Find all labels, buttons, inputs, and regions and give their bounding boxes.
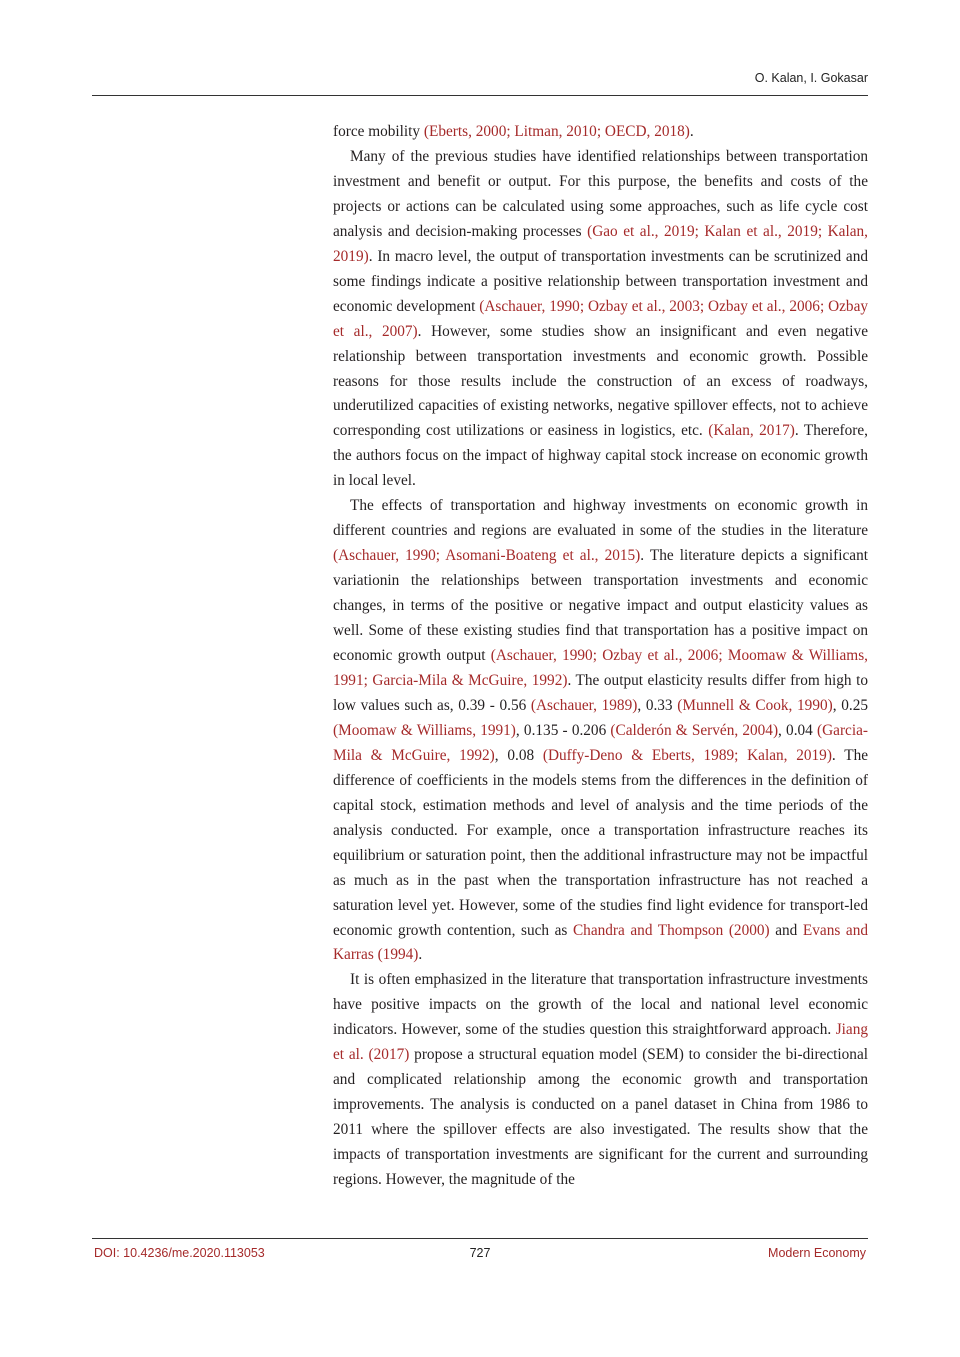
paragraph-text: and — [769, 921, 803, 939]
paragraph-text: . However, some studies show an insignificant and even negative relationship between transportation investments and economic growth. Possible reasons for those results include the construction of an excess of roadways, underutilized capacities of existing networks, negative spillover effects, not to achieve corresponding cost utilizations or easiness in logistics, etc. — [333, 322, 868, 440]
citation-link[interactable]: (Calderón & Servén, 2004) — [610, 721, 779, 739]
citation-link[interactable]: (Kalan, 2017) — [708, 422, 795, 440]
paragraph-text: Many of the previous studies have identified relationships between transportation investment and benefit or output. For this purpose, the benefits and costs of the projects or actions can be calculated using some approaches, such as life cycle cost analysis and decision-making processes — [333, 147, 868, 240]
paragraph-text: , 0.04 — [778, 721, 818, 739]
article-body — [333, 120, 868, 1193]
footer-divider — [92, 1238, 868, 1239]
citation-link[interactable]: (Aschauer, 1990; Ozbay et al., 2003; Ozbay et al., 2006; Ozbay et al., 2007) — [333, 297, 869, 340]
body-paragraph — [333, 494, 868, 968]
body-paragraph — [333, 145, 868, 494]
citation-link[interactable]: (Moomaw & Williams, 1991) — [333, 721, 516, 739]
footer-journal-name: Modern Economy — [768, 1246, 866, 1260]
citation-link[interactable]: (Aschauer, 1989) — [530, 696, 638, 714]
citation-link[interactable]: (Munnell & Cook, 1990) — [677, 696, 833, 714]
citation-link[interactable]: (Aschauer, 1990; Asomani-Boateng et al., 2015) — [333, 547, 641, 565]
citation-link[interactable]: Jiang et al. (2017) — [333, 1021, 868, 1064]
paragraph-text: propose a structural equation model (SEM) to consider the bi-directional and complicated relationship among the economic growth and transportation improvements. The analysis is conducted on a panel dataset in China from 1986 to 2011 where the spillover effects are also investigated. The results show that the impacts of transportation investments are significant for the current and surrounding regions. However, the magnitude of the — [333, 1046, 868, 1189]
citation-link[interactable]: (Duffy-Deno & Eberts, 1989; Kalan, 2019) — [542, 746, 832, 764]
paragraph-text: , 0.08 — [494, 746, 543, 764]
paragraph-text: It is often emphasized in the literature that transportation infrastructure investments have positive impacts on the growth of the local and national level economic indicators. However, some of the studies question this straightforward approach. — [333, 971, 868, 1039]
paragraph-text: force mobility — [333, 123, 424, 140]
paragraph-text: , 0.135 - 0.206 — [515, 721, 611, 739]
paragraph-text: . Therefore, the authors focus on the impact of highway capital stock increase on economic growth in local level. — [333, 422, 868, 490]
running-header-authors: O. Kalan, I. Gokasar — [754, 71, 868, 85]
paragraph-text: . The literature depicts a significant variationin the relationships between transportation investments and economic changes, in terms of the positive or negative impact and output elasticity values as well. Some of these existing studies find that transportation has a positive impact on economic growth output — [333, 547, 868, 665]
citation-link[interactable]: Chandra and Thompson (2000) — [572, 921, 770, 939]
citation-link[interactable]: (Eberts, 2000; Litman, 2010; OECD, 2018) — [423, 123, 690, 140]
header-divider — [92, 95, 868, 96]
paragraph-text: . In macro level, the output of transportation investments can be scrutinized and some findings indicate a positive relationship between transportation investment and economic development — [333, 247, 868, 315]
paragraph-text: The effects of transportation and highway investments on economic growth in different countries and regions are evaluated in some of the studies in the literature — [333, 497, 868, 540]
paragraph-text: . — [418, 946, 423, 964]
paragraph-text: . The difference of coefficients in the models stems from the differences in the definition of capital stock, estimation methods and level of analysis and the time periods of the analysis conducted. For example, once a transportation infrastructure reaches its equilibrium or saturation point, then the additional infrastructure may not be impactful as much as in the past when the transportation infrastructure has not reached a saturation level yet. However, some of the studies find light evidence for transport-led economic growth contention, such as — [333, 746, 869, 939]
citation-link[interactable]: (Gao et al., 2019; Kalan et al., 2019; Kalan, 2019) — [333, 222, 868, 265]
page-number: 727 — [469, 1246, 491, 1260]
citation-link[interactable]: (Garcia-Mila & McGuire, 1992) — [333, 721, 868, 764]
paragraph-text: , 0.25 — [832, 696, 868, 714]
paragraph-text: , 0.33 — [637, 696, 678, 714]
footer-doi-link[interactable]: DOI: 10.4236/me.2020.113053 — [94, 1246, 265, 1260]
citation-link[interactable]: (Aschauer, 1990; Ozbay et al., 2006; Moomaw & Williams, 1991; Garcia-Mila & McGuire, 1992) — [333, 647, 868, 689]
body-paragraph — [333, 120, 868, 145]
citation-link[interactable]: Evans and Karras (1994) — [333, 921, 868, 964]
paragraph-text: . — [689, 123, 694, 140]
paragraph-text: . The output elasticity results differ from high to low values such as, 0.39 - 0.56 — [333, 671, 869, 714]
body-paragraph — [333, 968, 868, 1193]
